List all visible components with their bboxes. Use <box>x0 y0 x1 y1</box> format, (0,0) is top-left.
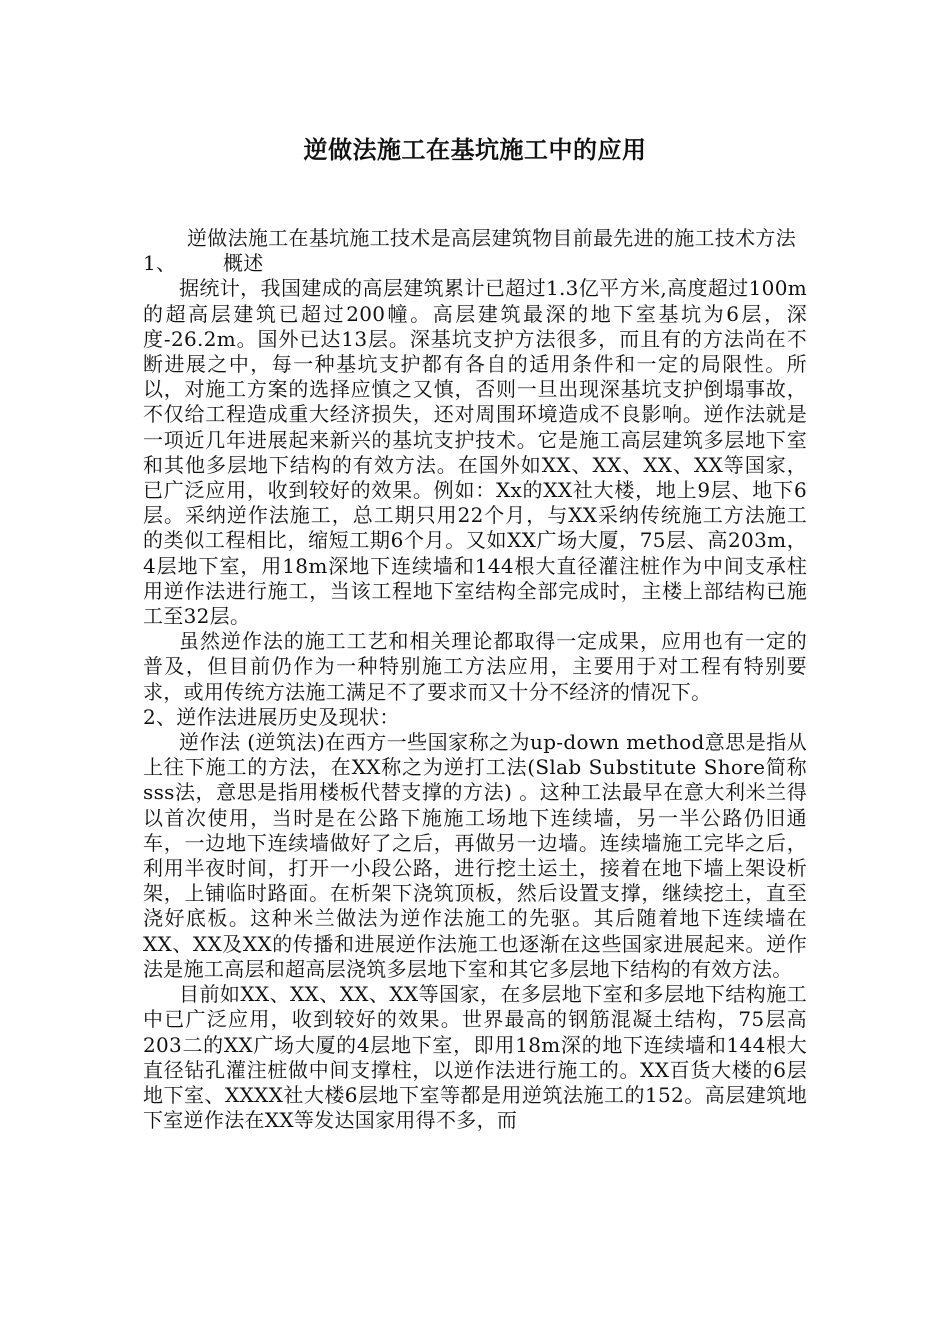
document-body <box>143 226 807 1133</box>
section-2-heading: 2、逆作法进展历史及现状： <box>143 704 400 729</box>
section-2-paragraph: 逆作法 (逆筑法)在西方一些国家称之为up-down method意思是指从上往下施工的方法，在XX称之为逆打工法(Slab Substitute Shore简称sss法，意思是指用楼板代替支撑的方法) 。这种工法最早在意大利米兰得以首次使用，当时是在公路下施施工场地下连续墙，另一半公路仍旧通车，一边地下连续墙做好了之后，再做另一边墙。连续墙施工完毕之后，利用半夜时间，打开一小段公路，进行挖土运土，接着在地下墙上架设析架，上铺临时路面。在析架下浇筑顶板，然后设置支撑，继续挖土，直至浇好底板。这种米兰做法为逆作法施工的先驱。其后随着地下连续墙在XX、XX及XX的传播和进展逆作法施工也逐渐在这些国家进展起来。逆作法是施工高层和超高层浇筑多层地下室和其它多层地下结构的有效方法。 <box>143 730 807 981</box>
section-2-paragraph: 目前如XX、XX、XX、XX等国家，在多层地下室和多层地下结构施工中已广泛应用，收到较好的效果。世界最高的钢筋混凝土结构，75层高203二的XX广场大厦的4层地下室，即用18m深的地下连续墙和144根大直径钻孔灌注桩做中间支撑柱，以逆作法进行施工的。XX百货大楼的6层地下室、XXXX社大楼6层地下室等都是用逆筑法施工的152。高层建筑地下室逆作法在XX等发达国家用得不多，而 <box>143 982 807 1133</box>
section-1-number: 1、 <box>143 251 177 276</box>
section-1-title: 概述 <box>223 251 264 276</box>
document-title: 逆做法施工在基坑施工中的应用 <box>303 135 647 164</box>
section-1-paragraph: 虽然逆作法的施工工艺和相关理论都取得一定成果，应用也有一定的普及，但目前仍作为一种特别施工方法应用，主要用于对工程有特别要求，或用传统方法施工满足不了要求而又十分不经济的情况下。 <box>143 629 807 704</box>
lead-paragraph: 逆做法施工在基坑施工技术是高层建筑物目前最先进的施工技术方法 <box>187 226 796 250</box>
section-1-heading <box>143 251 807 276</box>
section-1-paragraph: 据统计，我国建成的高层建筑累计已超过1.3亿平方米,高度超过100m的超高层建筑已超过200幢。高层建筑最深的地下室基坑为6层，深度-26.2m。国外已达13层。深基坑支护方法很多，而且有的方法尚在不断进展之中，每一种基坑支护都有各自的适用条件和一定的局限性。所以，对施工方案的选择应慎之又慎，否则一旦出现深基坑支护倒塌事故，不仅给工程造成重大经济损失，还对周围环境造成不良影响。逆作法就是一项近几年进展起来新兴的基坑支护技术。它是施工高层建筑多层地下室和其他多层地下结构的有效方法。在国外如XX、XX、XX、XX等国家，已广泛应用，收到较好的效果。例如：Xx的XX社大楼，地上9层、地下6层。采纳逆作法施工，总工期只用22个月，与XX采纳传统施工方法施工的类似工程相比，缩短工期6个月。又如XX广场大厦，75层、高203m，4层地下室，用18m深地下连续墙和144根大直径灌注桩作为中间支承柱用逆作法进行施工，当该工程地下室结构全部完成时，主楼上部结构已施工至32层。 <box>143 276 807 629</box>
